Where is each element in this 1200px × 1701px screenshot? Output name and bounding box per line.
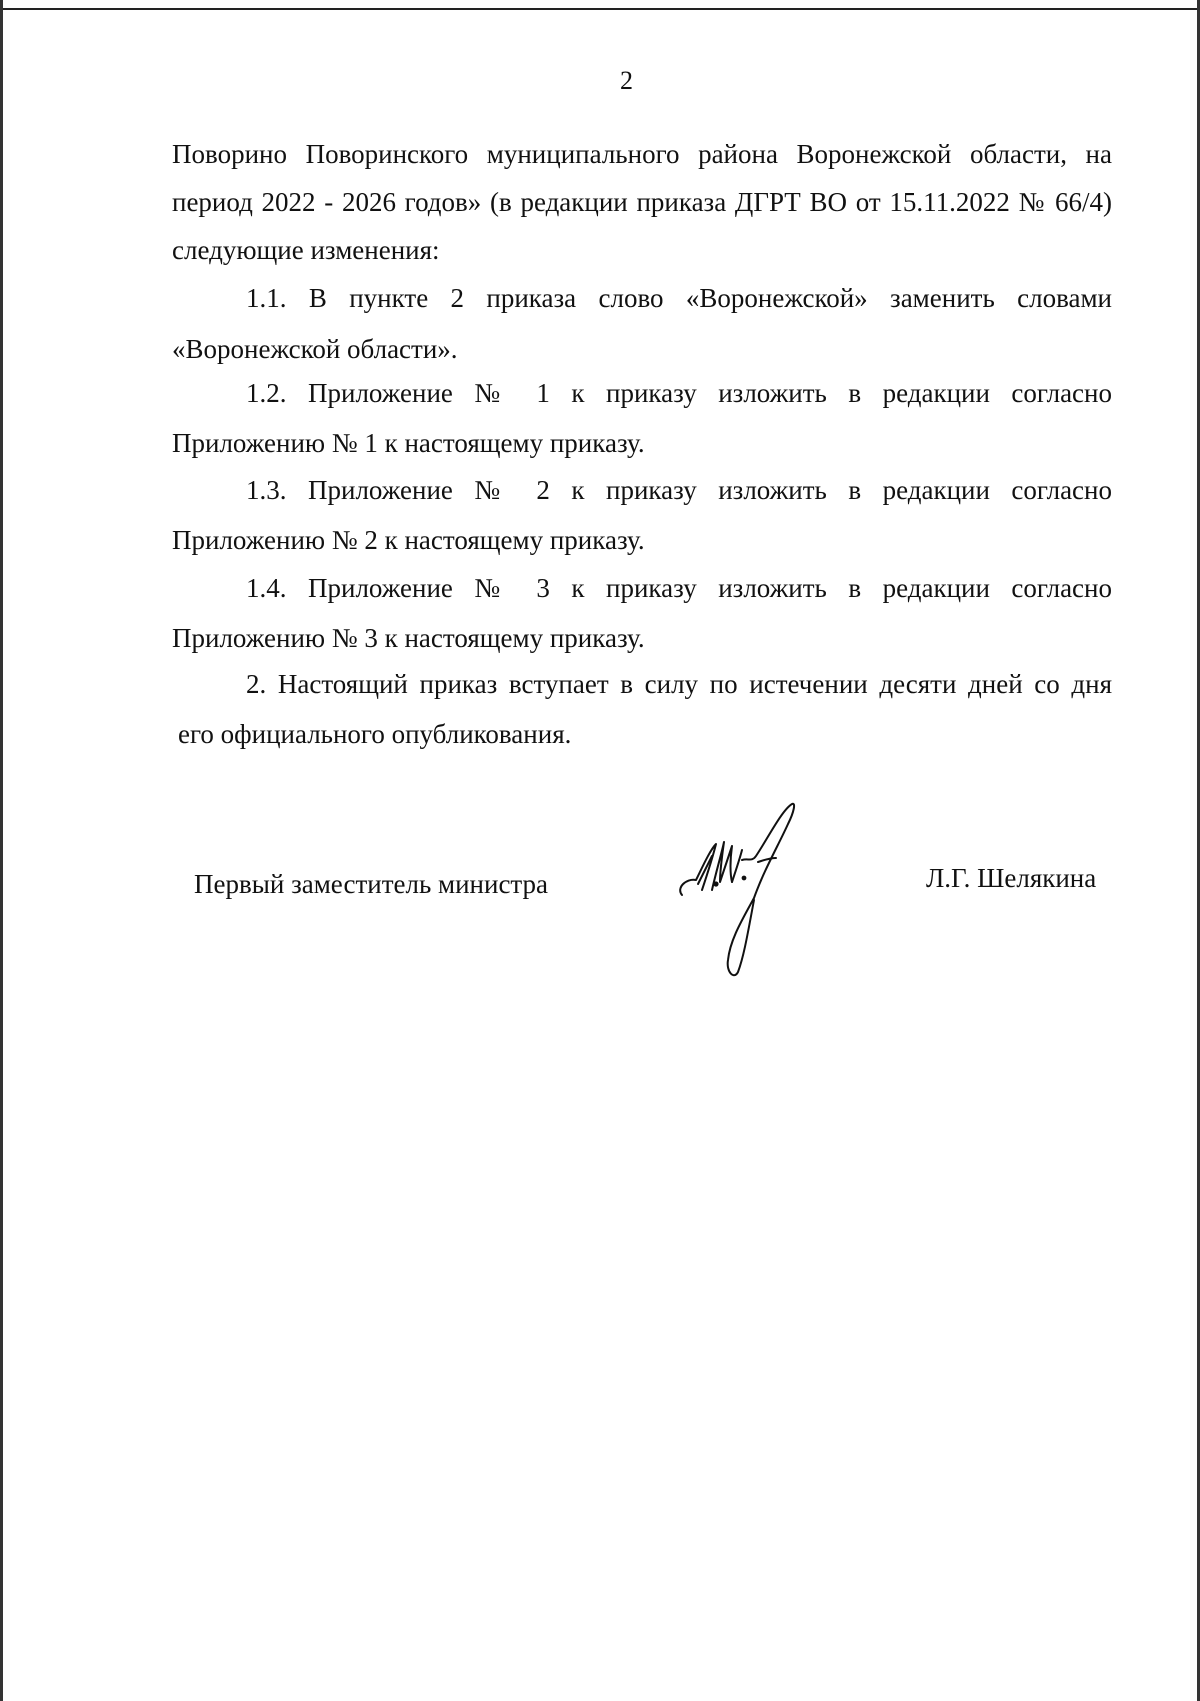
paragraph-line: 1.3. Приложение № 2 к приказу изложить в редакции согласно — [246, 475, 1112, 505]
handwritten-signature-icon — [672, 800, 832, 980]
signer-name: Л.Г. Шелякина — [926, 863, 1097, 893]
paragraph-line: следующие изменения: — [172, 235, 440, 265]
paragraph-line: период 2022 - 2026 годов» (в редакции приказа ДГРТ ВО от 15.11.2022 № 66/4) — [172, 187, 1112, 217]
page-number: 2 — [620, 66, 633, 95]
paragraph-line: Поворино Поворинского муниципального района Воронежской области, на — [172, 139, 1112, 169]
paragraph-line: 1.4. Приложение № 3 к приказу изложить в редакции согласно — [246, 573, 1112, 603]
signature-block — [0, 800, 1200, 1000]
paragraph-line: его официального опубликования. — [178, 719, 572, 749]
signer-position: Первый заместитель министра — [194, 869, 549, 899]
paragraph-line: Приложению № 1 к настоящему приказу. — [172, 428, 645, 458]
paragraph-line: 1.2. Приложение № 1 к приказу изложить в редакции согласно — [246, 378, 1112, 408]
paragraph-line: «Воронежской области». — [172, 334, 458, 364]
paragraph-line: 1.1. В пункте 2 приказа слово «Воронежской» заменить словами — [246, 283, 1112, 313]
paragraph-line: Приложению № 3 к настоящему приказу. — [172, 623, 645, 653]
scan-border-top — [0, 8, 1200, 10]
paragraph-line: Приложению № 2 к настоящему приказу. — [172, 525, 645, 555]
paragraph-line: 2. Настоящий приказ вступает в силу по истечении десяти дней со дня — [246, 669, 1112, 699]
